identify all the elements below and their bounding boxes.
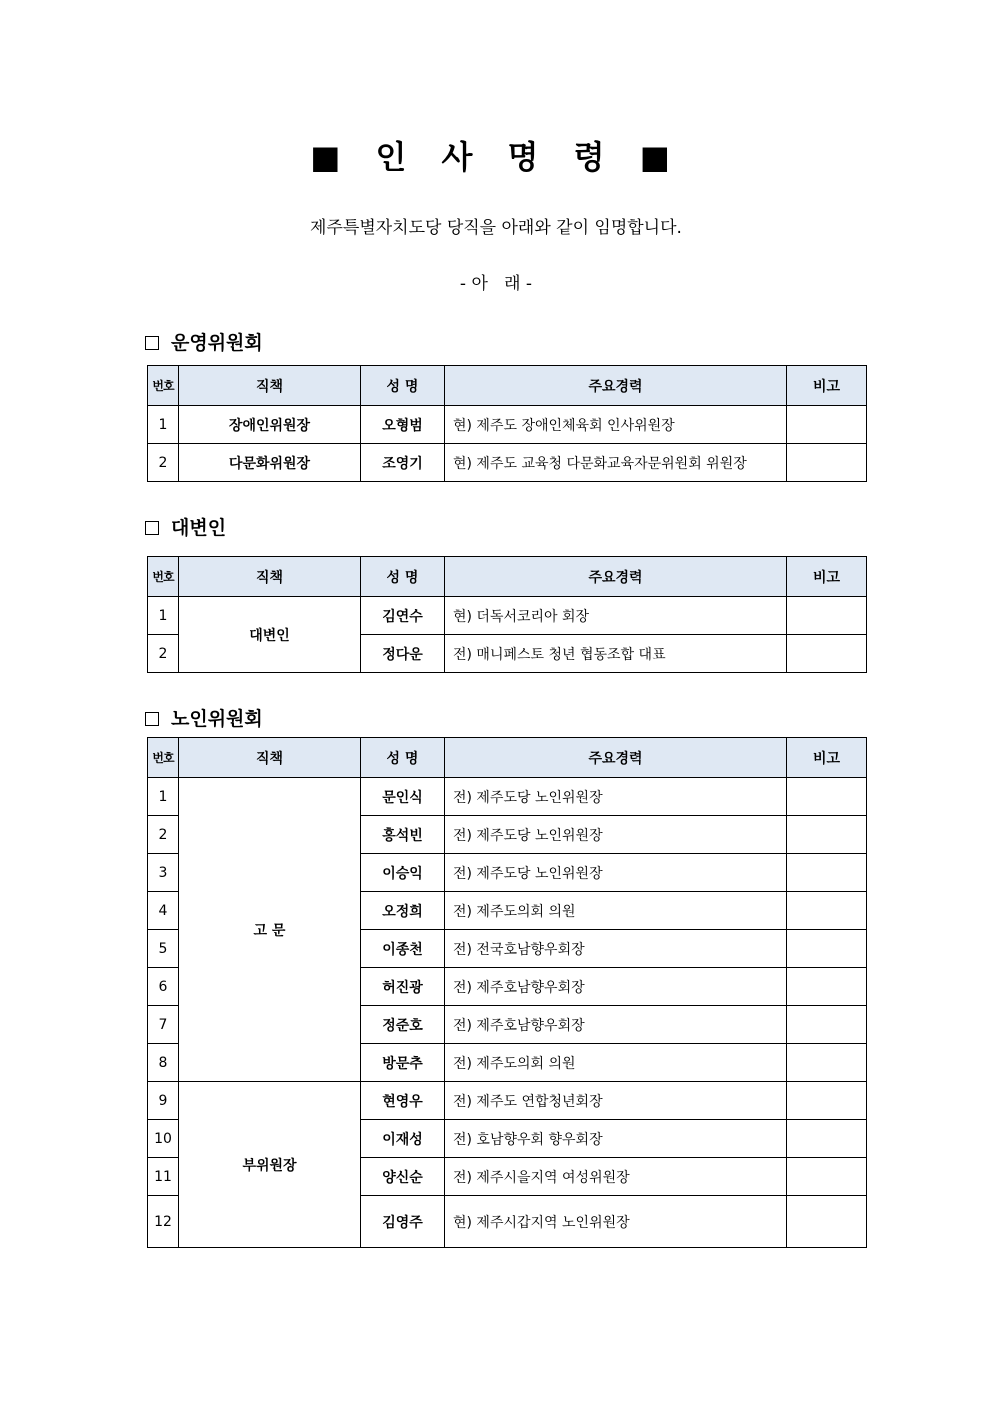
header-career: 주요경력 [445, 738, 787, 778]
table-header-row [148, 557, 867, 597]
row-name: 조영기 [361, 444, 445, 482]
row-name: 정다운 [361, 635, 445, 673]
page-title: ■ 인 사 명 령 ■ [310, 138, 682, 176]
section-heading-label: 대변인 [171, 517, 227, 539]
header-name: 성 명 [361, 738, 445, 778]
row-position: 다문화위원장 [179, 444, 361, 482]
row-name: 양신순 [361, 1158, 445, 1196]
row-no: 7 [148, 1006, 179, 1044]
row-remarks [787, 816, 867, 854]
below-marker: - 아 래 - [459, 274, 533, 294]
section-heading-spokesperson [145, 514, 226, 542]
row-no: 9 [148, 1082, 179, 1120]
row-remarks [787, 444, 867, 482]
row-no: 1 [148, 778, 179, 816]
row-no: 2 [148, 444, 179, 482]
row-position: 고 문 [179, 778, 361, 1082]
row-no: 2 [148, 816, 179, 854]
row-no: 3 [148, 854, 179, 892]
header-no: 번호 [148, 557, 179, 597]
row-name: 현영우 [361, 1082, 445, 1120]
row-name: 오정희 [361, 892, 445, 930]
row-name: 오형범 [361, 406, 445, 444]
header-remarks: 비고 [787, 557, 867, 597]
operations-table [147, 365, 867, 482]
table-row [148, 406, 867, 444]
header-position: 직책 [179, 366, 361, 406]
row-career: 전) 제주도의회 의원 [445, 1044, 787, 1082]
checkbox-icon [145, 336, 159, 350]
row-name: 방문추 [361, 1044, 445, 1082]
row-name: 허진광 [361, 968, 445, 1006]
row-remarks [787, 778, 867, 816]
row-career: 현) 제주도 장애인체육회 인사위원장 [445, 406, 787, 444]
table-row [148, 1082, 867, 1120]
row-name: 이종천 [361, 930, 445, 968]
row-career: 전) 전국호남향우회장 [445, 930, 787, 968]
row-no: 4 [148, 892, 179, 930]
row-name: 이재성 [361, 1120, 445, 1158]
row-career: 전) 제주호남향우회장 [445, 968, 787, 1006]
row-name: 문인식 [361, 778, 445, 816]
row-career: 전) 제주도의회 의원 [445, 892, 787, 930]
row-no: 2 [148, 635, 179, 673]
row-position: 대변인 [179, 597, 361, 673]
row-career: 전) 제주호남향우회장 [445, 1006, 787, 1044]
row-career: 현) 제주도 교육청 다문화교육자문위원회 위원장 [445, 444, 787, 482]
row-remarks [787, 1158, 867, 1196]
row-remarks [787, 1044, 867, 1082]
intro-text: 제주특별자치도당 당직을 아래와 같이 임명합니다. [310, 218, 682, 238]
table-header-row [148, 366, 867, 406]
row-career: 현) 제주시갑지역 노인위원장 [445, 1196, 787, 1248]
row-remarks [787, 1082, 867, 1120]
row-remarks [787, 1120, 867, 1158]
row-remarks [787, 1006, 867, 1044]
header-position: 직책 [179, 738, 361, 778]
row-remarks [787, 1196, 867, 1248]
row-no: 6 [148, 968, 179, 1006]
row-career: 전) 제주시을지역 여성위원장 [445, 1158, 787, 1196]
row-remarks [787, 854, 867, 892]
spokesperson-table [147, 556, 867, 673]
row-position: 장애인위원장 [179, 406, 361, 444]
row-no: 10 [148, 1120, 179, 1158]
row-career: 전) 매니페스토 청년 협동조합 대표 [445, 635, 787, 673]
header-name: 성 명 [361, 366, 445, 406]
row-no: 11 [148, 1158, 179, 1196]
row-remarks [787, 635, 867, 673]
seniors-table [147, 737, 867, 1248]
row-position: 부위원장 [179, 1082, 361, 1248]
row-no: 1 [148, 597, 179, 635]
section-heading-seniors [145, 705, 263, 733]
row-no: 8 [148, 1044, 179, 1082]
row-career: 전) 제주도당 노인위원장 [445, 816, 787, 854]
row-name: 정준호 [361, 1006, 445, 1044]
header-position: 직책 [179, 557, 361, 597]
row-no: 12 [148, 1196, 179, 1248]
row-career: 전) 호남향우회 향우회장 [445, 1120, 787, 1158]
section-heading-operations [145, 329, 263, 357]
row-name: 홍석빈 [361, 816, 445, 854]
row-career: 전) 제주도당 노인위원장 [445, 854, 787, 892]
row-career: 전) 제주도당 노인위원장 [445, 778, 787, 816]
row-remarks [787, 597, 867, 635]
row-remarks [787, 892, 867, 930]
checkbox-icon [145, 521, 159, 535]
section-heading-label: 노인위원회 [171, 708, 263, 730]
checkbox-icon [145, 712, 159, 726]
row-no: 5 [148, 930, 179, 968]
row-remarks [787, 968, 867, 1006]
row-name: 김영주 [361, 1196, 445, 1248]
section-heading-label: 운영위원회 [171, 332, 263, 354]
table-header-row [148, 738, 867, 778]
header-name: 성 명 [361, 557, 445, 597]
table-row [148, 597, 867, 635]
header-career: 주요경력 [445, 366, 787, 406]
header-remarks: 비고 [787, 366, 867, 406]
row-name: 이승익 [361, 854, 445, 892]
row-name: 김연수 [361, 597, 445, 635]
header-no: 번호 [148, 738, 179, 778]
row-remarks [787, 930, 867, 968]
table-row [148, 444, 867, 482]
row-career: 현) 더독서코리아 회장 [445, 597, 787, 635]
table-row [148, 778, 867, 816]
header-remarks: 비고 [787, 738, 867, 778]
row-no: 1 [148, 406, 179, 444]
header-career: 주요경력 [445, 557, 787, 597]
row-career: 전) 제주도 연합청년회장 [445, 1082, 787, 1120]
header-no: 번호 [148, 366, 179, 406]
row-remarks [787, 406, 867, 444]
